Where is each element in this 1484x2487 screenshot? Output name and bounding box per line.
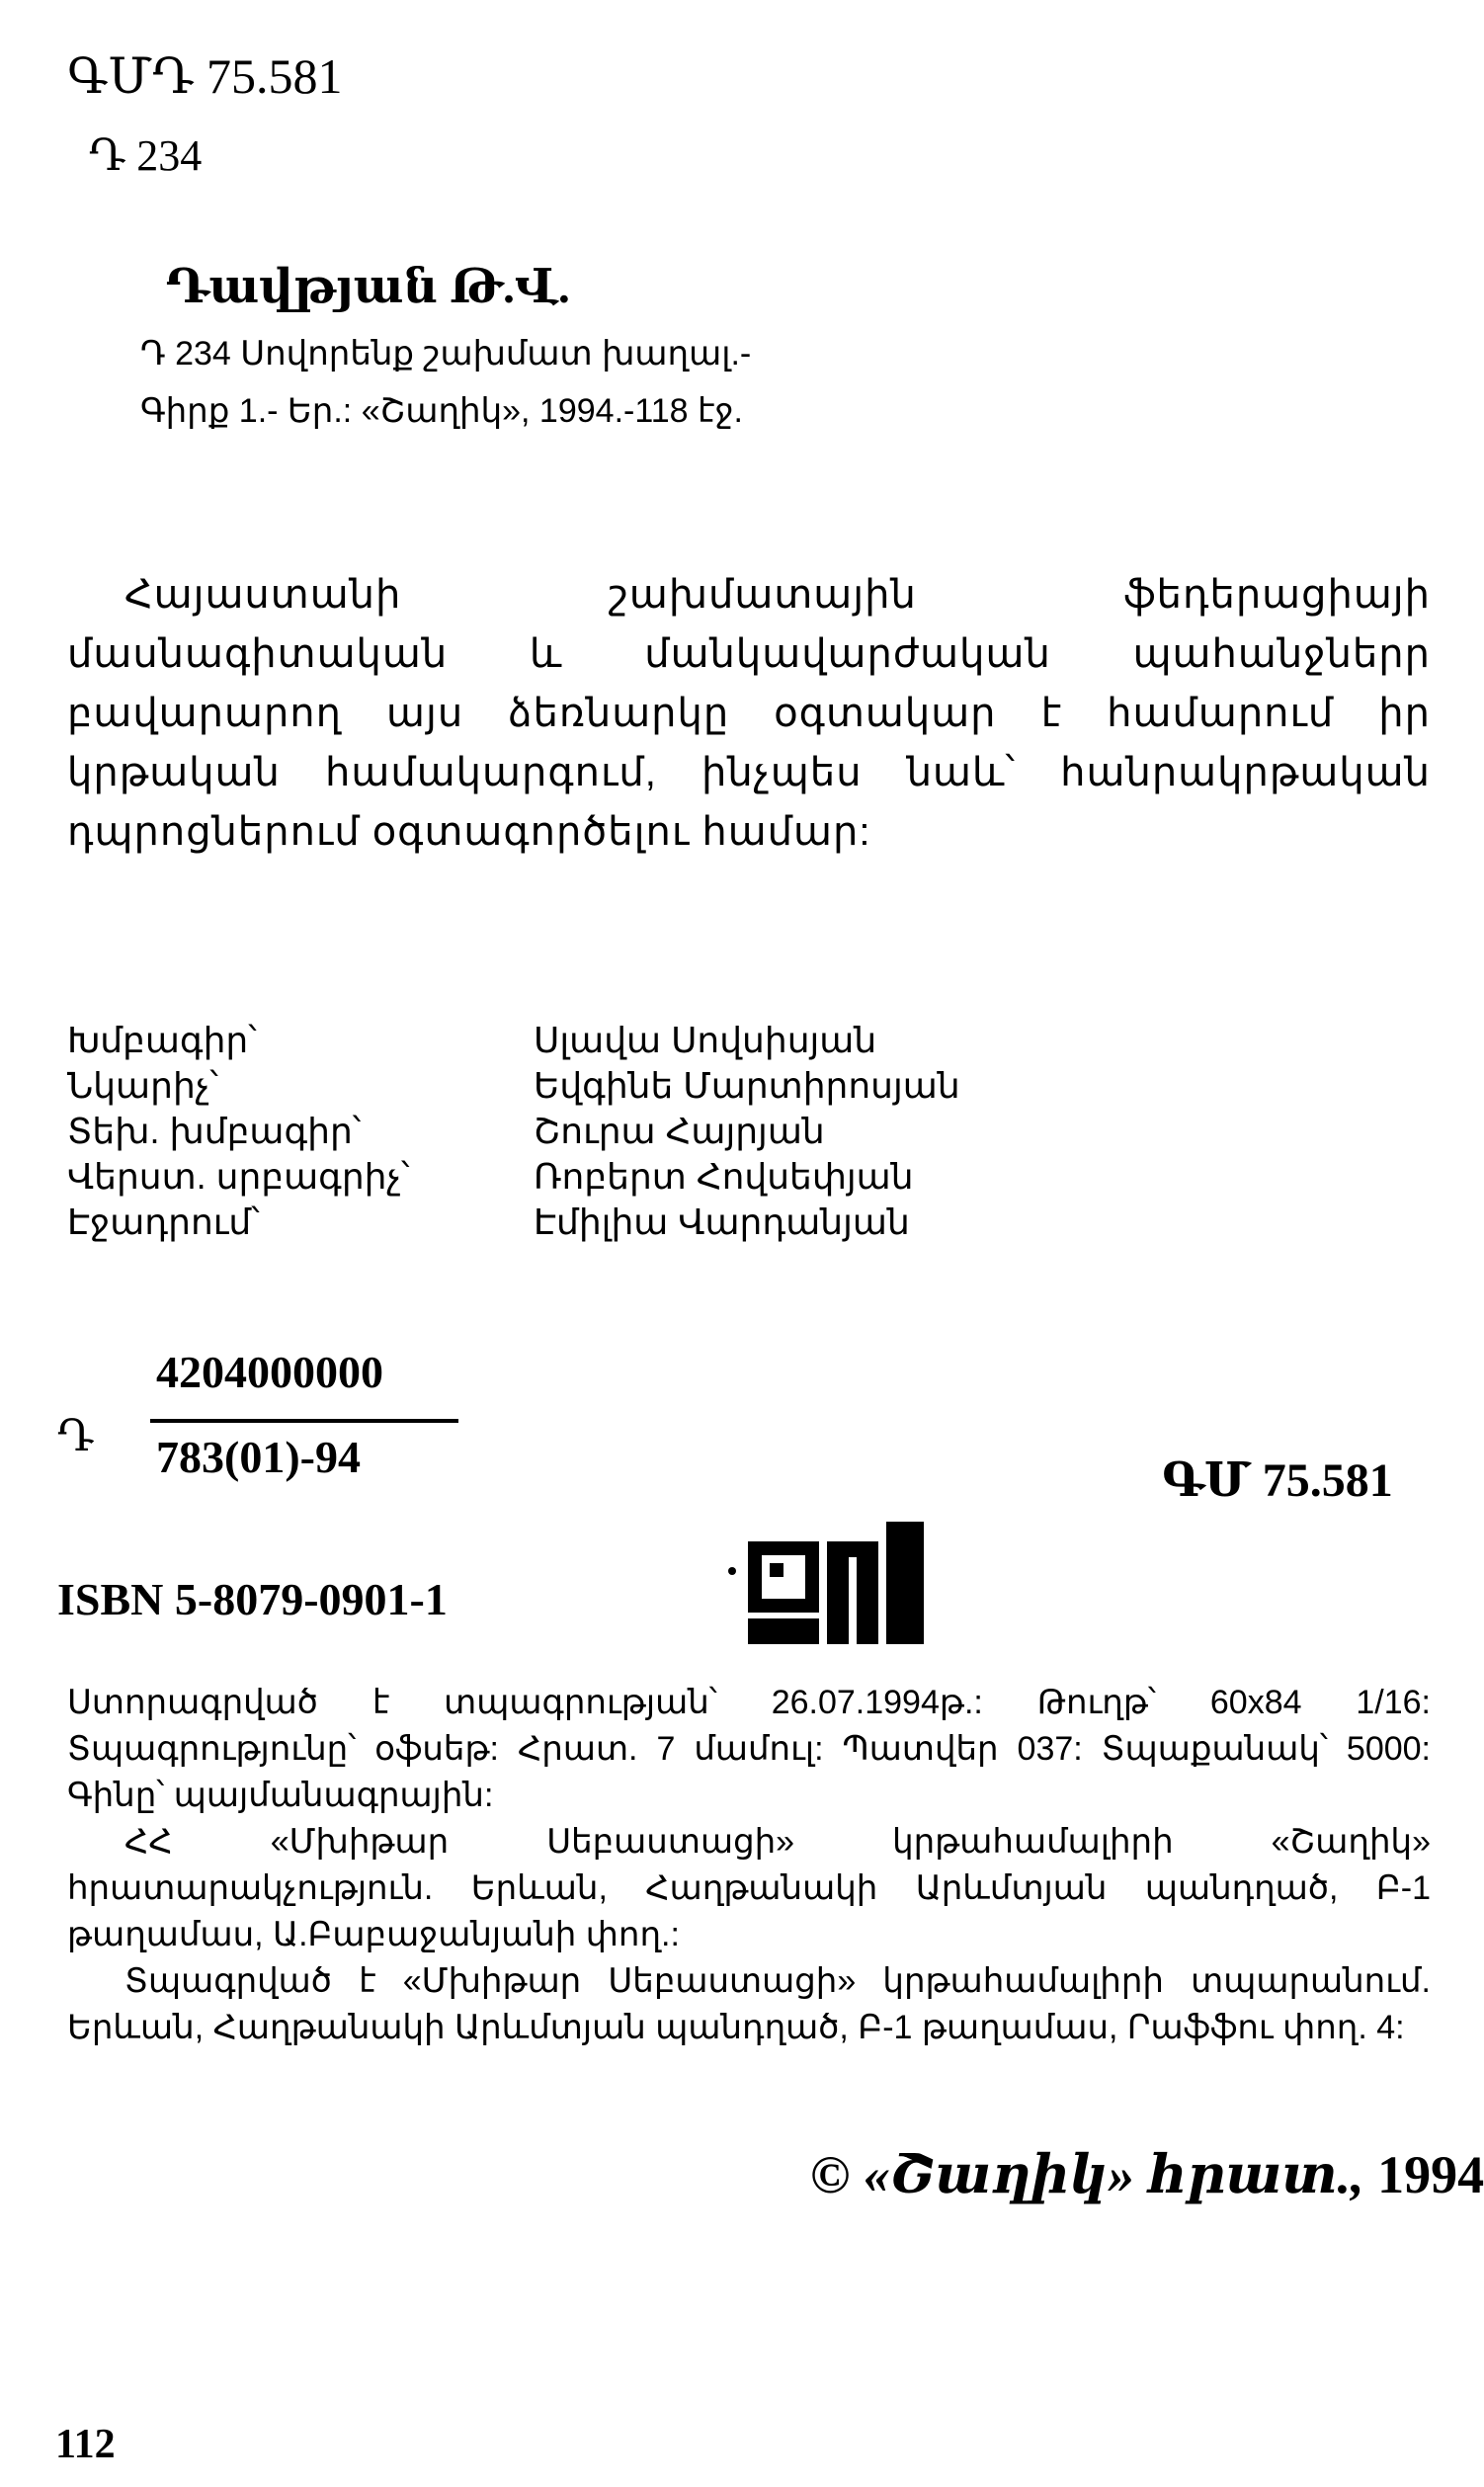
imprint-block: [67, 1680, 1431, 2051]
fraction-numerator: 4204000000: [156, 1347, 383, 1397]
publisher-logo-icon: [726, 1522, 939, 1650]
author-mark: Դ 234: [89, 131, 203, 180]
credit-row: [67, 1156, 1154, 1202]
publication-line: Գիրք 1.- Եր.: «Շաղիկ», 1994.-118 էջ.: [140, 392, 743, 430]
classification-code-right: ԳՄ 75.581: [1162, 1454, 1393, 1507]
credit-role: Նկարիչ՝: [67, 1065, 218, 1106]
credit-name: Էմիլիա Վարդանյան: [534, 1202, 910, 1242]
fraction-denominator: 783(01)-94: [156, 1432, 361, 1482]
imprint-print-details: Ստորագրված է տպագրության՝ 26.07.1994թ.: Թուղթ՝ 60x84 1/16: Տպագրությունը՝ օֆսեթ: Հրատ. 7 մամուլ: Պատվեր 037: Տպաքանակ՝ 5000: Գինը՝ պայմանագրային:: [67, 1684, 1431, 1814]
credit-role: Վերստ. սրբագրիչ՝: [67, 1156, 410, 1197]
credit-row: [67, 1111, 1154, 1156]
isbn: ISBN 5-8079-0901-1: [57, 1574, 448, 1624]
credits-list: [67, 1020, 1154, 1247]
copyright-publisher: «Շաղիկ» հրատ.,: [863, 2145, 1364, 2204]
credit-role: Խմբագիր՝: [67, 1020, 257, 1060]
credit-role: Էջադրում՝: [67, 1202, 260, 1242]
credit-row: [67, 1020, 1154, 1065]
imprint-printer: Տպագրված է «Մխիթար Սեբաստացի» կրթահամալիրի տպարանում. Երևան, Հաղթանակի Արևմտյան պանդղած, Բ-1 թաղամաս, Րաֆֆու փող. 4:: [67, 1962, 1431, 2046]
author-name: Դավթյան Թ.Վ.: [166, 261, 570, 313]
page-number: 112: [55, 2422, 116, 2467]
credit-name: Ռոբերտ Հովսեփյան: [534, 1156, 914, 1197]
fraction-divider: [150, 1419, 458, 1423]
credit-row: [67, 1202, 1154, 1247]
classification-code: ԳՄԴ 75.581: [67, 48, 343, 104]
copyright-year: 1994: [1377, 2145, 1484, 2204]
annotation-paragraph: Հայաստանի շախմատային ֆեդերացիայի մասնագիտական և մանկավարժական պահանջներր բավարարող այս ձեռնարկը օգտակար է համարում իր կրթական համակարգում, ինչպես նաև՝ հանրակրթական դպրոցներում օգտագործելու համար:: [67, 573, 1431, 854]
credit-name: Շուրա Հայրյան: [534, 1111, 825, 1151]
credit-role: Տեխ. խմբագիր՝: [67, 1111, 362, 1151]
imprint-publisher: ՀՀ «Մխիթար Սեբաստացի» կրթահամալիրի «Շաղիկ» հրատարակչություն. Երևան, Հաղթանակի Արևմտյան պանդղած, Բ-1 թաղամաս, Ա.Բաբաջանյանի փող.:: [67, 1823, 1431, 1953]
credit-name: Եվգինե Մարտիրոսյան: [534, 1065, 960, 1106]
copyright-line: [810, 2142, 1484, 2205]
fraction-letter: Դ: [57, 1412, 95, 1460]
credit-row: [67, 1065, 1154, 1111]
credit-name: Սլավա Սովսիսյան: [534, 1020, 877, 1060]
title-line: Դ 234 Սովորենք շախմատ խաղալ.-: [140, 335, 752, 373]
copyright-icon: ©: [810, 2145, 851, 2204]
